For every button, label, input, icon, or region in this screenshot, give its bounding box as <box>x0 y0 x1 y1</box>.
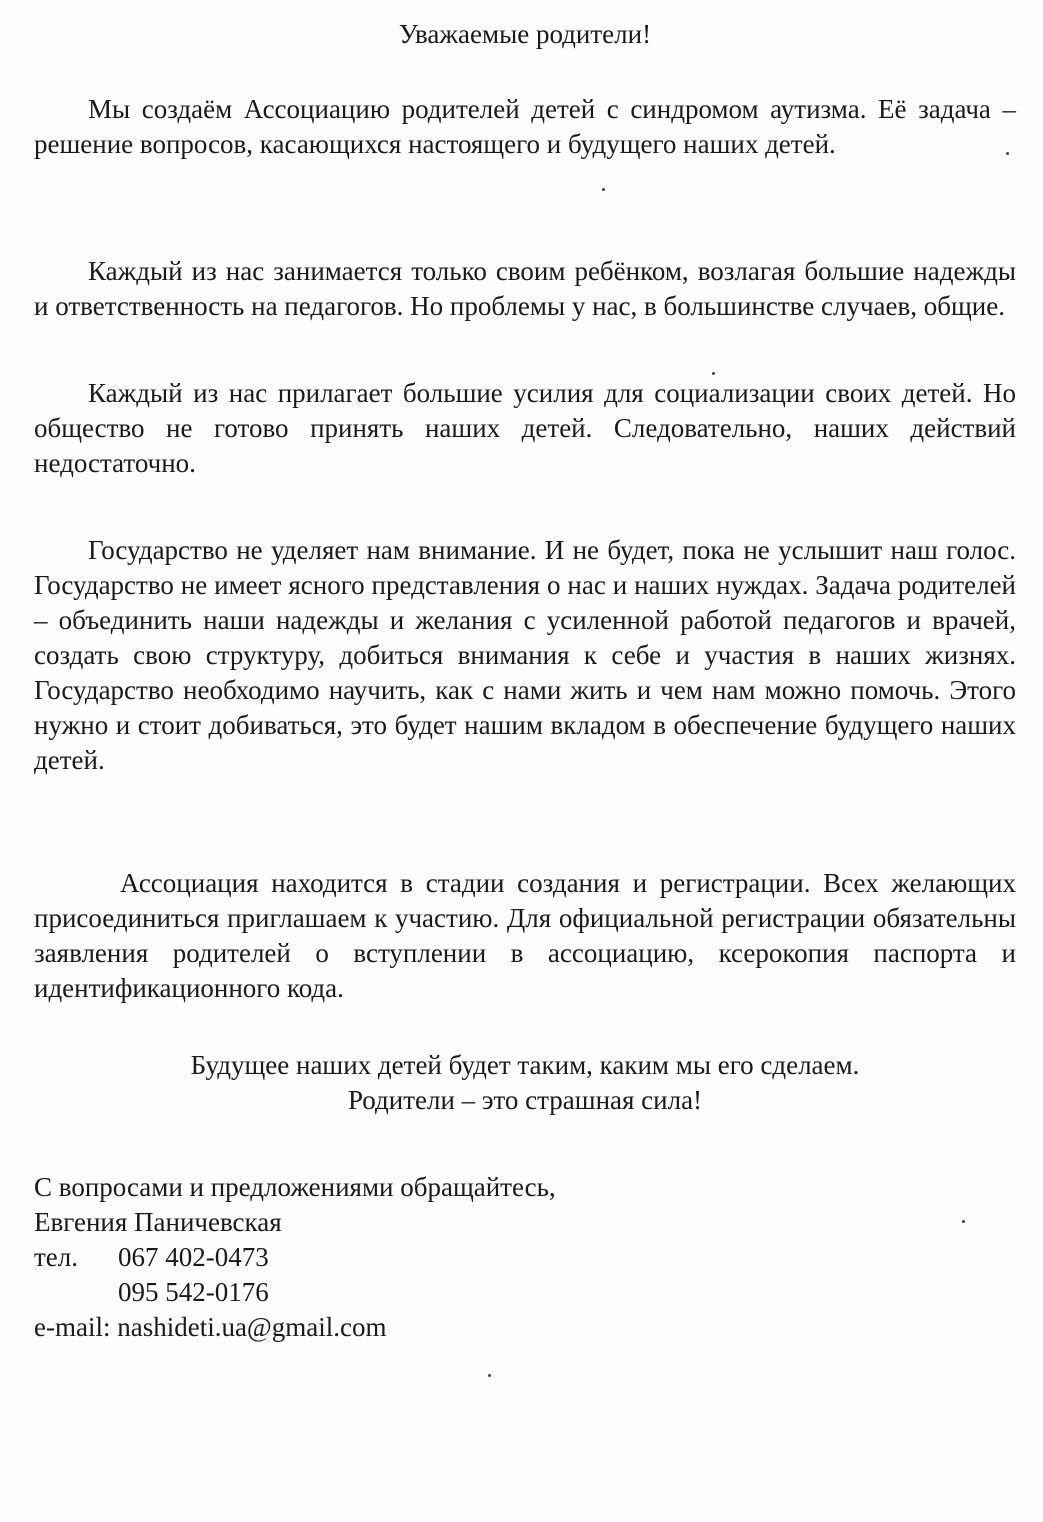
paragraph-socialization: Каждый из нас прилагает большие усилия для социализации своих детей. Но общество не готово принять наших детей. Следовательно, наших действий недостаточно. <box>34 378 1016 478</box>
phone-label: тел. <box>34 1242 79 1272</box>
scan-speck <box>488 1374 491 1377</box>
paragraph-state: Государство не уделяет нам внимание. И не будет, пока не услышит наш голос. Государство не имеет ясного представления о нас и наших нуждах. Задача родителей – объединить наши надежды и желания с усиленной работой педагогов и врачей, создать свою структуру, добиться внимания к себе и участия в наших жизнях. Государство необходимо научить, как с нами жить и чем нам можно помочь. Этого нужно и стоит добиваться, это будет нашим вкладом в обеспечение будущего наших детей. <box>34 535 1016 775</box>
email-label: e-mail: <box>34 1312 111 1342</box>
letter-heading: Уважаемые родители! <box>398 19 652 49</box>
paragraph-registration: Ассоциация находится в стадии создания и регистрации. Всех желающих присоединиться приглашаем к участию. Для официальной регистрации обязательны заявления родителей о вступлении в ассоциацию, ксерокопия паспорта и идентификационного кода. <box>34 868 1016 1003</box>
closing-line-future: Будущее наших детей будет таким, каким мы его сделаем. <box>190 1050 860 1080</box>
contact-phone-row-2 <box>34 1275 1016 1310</box>
contact-name: Евгения Паничевская <box>34 1207 282 1237</box>
paragraph-each-child: Каждый из нас занимается только своим ребёнком, возлагая большие надежды и ответственность на педагогов. Но проблемы у нас, в большинстве случаев, общие. <box>34 256 1016 321</box>
phone-number-2: 095 542-0176 <box>118 1277 269 1307</box>
phone-number-1: 067 402-0473 <box>118 1242 269 1272</box>
contact-block <box>34 1170 1016 1345</box>
closing-line-parents: Родители – это страшная сила! <box>347 1085 703 1115</box>
contact-phone-row-1 <box>34 1240 1016 1275</box>
scan-speck <box>712 372 715 375</box>
scan-speck <box>962 1220 965 1223</box>
contact-intro: С вопросами и предложениями обращайтесь, <box>34 1172 556 1202</box>
letter-document <box>34 18 1016 1345</box>
contact-email-row <box>34 1310 1016 1345</box>
closing-block <box>34 1048 1016 1118</box>
paragraph-association-intro: Мы создаём Ассоциацию родителей детей с синдромом аутизма. Её задача – решение вопросов, касающихся настоящего и будущего наших детей. <box>34 94 1016 159</box>
email-address: nashideti.ua@gmail.com <box>117 1312 387 1342</box>
scan-speck <box>602 188 605 191</box>
scan-speck <box>1006 152 1009 155</box>
